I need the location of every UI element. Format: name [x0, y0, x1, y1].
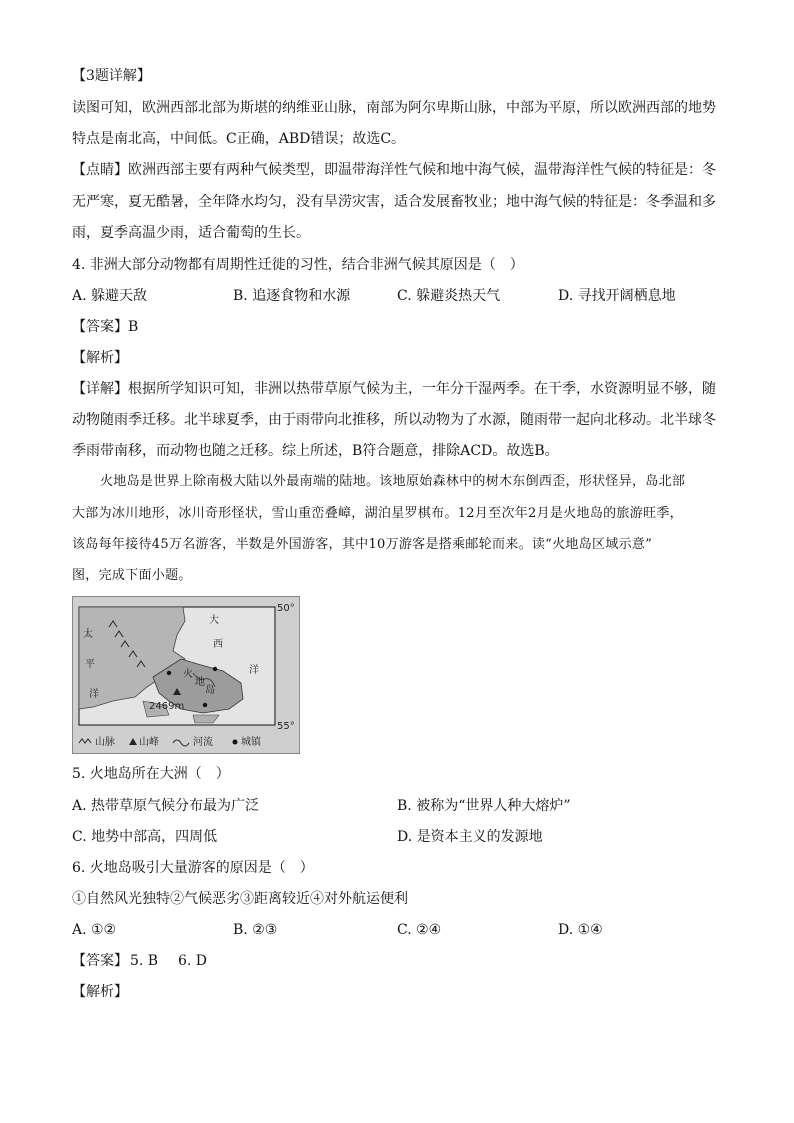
passage-line-1: 火地岛是世界上除南极大陆以外最南端的陆地。该地原始森林中的树木东倒西歪，形状怪异，岛北部	[100, 474, 686, 489]
q6-items: ①自然风光独特②气候恶劣③距离较近④对外航运便利	[72, 891, 408, 907]
q5-option-d: D. 是资本主义的发源地	[397, 829, 543, 845]
q5-stem: 5. 火地岛所在大洲（ ）	[72, 766, 230, 782]
tierra-del-fuego-map	[72, 596, 300, 754]
atlantic-label-2: 西	[213, 639, 223, 650]
map-svg	[73, 597, 299, 753]
q4-option-c: C. 躲避炎热天气	[397, 288, 501, 304]
legend-river-label: 河流	[193, 737, 213, 748]
section3-text-1: 读图可知，欧洲西部北部为斯堪的纳维亚山脉，南部为阿尔卑斯山脉，中部为平原，所以欧洲西部的地势	[72, 100, 716, 116]
q6-stem: 6. 火地岛吸引大量游客的原因是（ ）	[72, 860, 314, 876]
q4-stem: 4. 非洲大部分动物都有周期性迁徙的习性，结合非洲气候其原因是（ ）	[72, 257, 524, 273]
q6-option-b: B. ②③	[233, 922, 278, 938]
q5-option-c: C. 地势中部高，四周低	[72, 829, 218, 845]
section3-text-2: 特点是南北高，中间低。C正确，ABD错误；故选C。	[72, 131, 406, 147]
town-dot	[213, 667, 217, 671]
q4-answer: 【答案】B	[72, 319, 139, 335]
elevation-label: 2469m	[149, 701, 185, 712]
island-label-2: 地	[195, 677, 205, 688]
final-analysis-label: 【解析】	[72, 984, 128, 1000]
pacific-label-2: 平	[85, 659, 95, 670]
legend-town-icon	[233, 740, 238, 745]
q4-option-b: B. 追逐食物和水源	[233, 288, 351, 304]
q6-option-d: D. ①④	[558, 922, 603, 938]
lat-top-label: 50°	[277, 603, 295, 614]
q4-detail-3: 季雨带南移，而动物也随之迁移。综上所述，B符合题意，排除ACD。故选B。	[72, 443, 559, 459]
q4-detail-1: 【详解】根据所学知识可知，非洲以热带草原气候为主，一年分干湿两季。在干季，水资源明显不够，随	[72, 381, 716, 397]
q6-option-a: A. ①②	[72, 922, 117, 938]
q4-detail-2: 动物随雨季迁移。北半球夏季，由于雨带向北推移，所以动物为了水源，随雨带一起向北移动。北半球冬	[72, 412, 716, 428]
town-dot	[203, 703, 207, 707]
final-answer-5: 5. B	[130, 953, 159, 969]
atlantic-label-1: 大	[209, 615, 219, 626]
island-label-3: 岛	[205, 685, 215, 696]
final-answer-label: 【答案】	[72, 953, 128, 969]
q6-option-c: C. ②④	[397, 922, 442, 938]
legend-mountain-label: 山脉	[95, 737, 115, 748]
point-text-3: 雨，夏季高温少雨，适合葡萄的生长。	[72, 225, 310, 241]
q5-option-b: B. 被称为“世界人种大熔炉”	[397, 798, 571, 814]
lat-bottom-label: 55°	[277, 721, 295, 732]
q4-option-a: A. 躲避天敌	[72, 288, 148, 304]
legend-town-label: 城镇	[241, 737, 261, 748]
passage-line-2: 大部为冰川地形，冰川奇形怪状，雪山重峦叠嶂，湖泊星罗棋布。12月至次年2月是火地岛的旅游旺季，	[72, 506, 683, 521]
passage-line-4: 图，完成下面小题。	[72, 568, 192, 583]
point-text-1: 【点睛】欧洲西部主要有两种气候类型，即温带海洋性气候和地中海气候，温带海洋性气候的特征是：冬	[72, 162, 716, 178]
q4-option-d: D. 寻找开阔栖息地	[558, 288, 676, 304]
passage-line-3: 该岛每年接待45万名游客，半数是外国游客，其中10万游客是搭乘邮轮而来。读“火地岛区域示意”	[72, 537, 653, 552]
atlantic-label-3: 洋	[249, 665, 259, 676]
q5-option-a: A. 热带草原气候分布最为广泛	[72, 798, 260, 814]
final-answer-6: 6. D	[178, 953, 208, 969]
section3-heading: 【3题详解】	[72, 68, 151, 84]
legend-peak-label: 山峰	[139, 737, 159, 748]
q4-analysis-label: 【解析】	[72, 350, 128, 366]
pacific-label-3: 洋	[89, 689, 99, 700]
island-label-1: 火	[183, 669, 193, 680]
pacific-label-1: 太	[83, 629, 93, 640]
town-dot	[167, 671, 171, 675]
point-text-2: 无严寒，夏无酷暑，全年降水均匀，没有旱涝灾害，适合发展畜牧业；地中海气候的特征是：冬季温和多	[72, 194, 716, 210]
